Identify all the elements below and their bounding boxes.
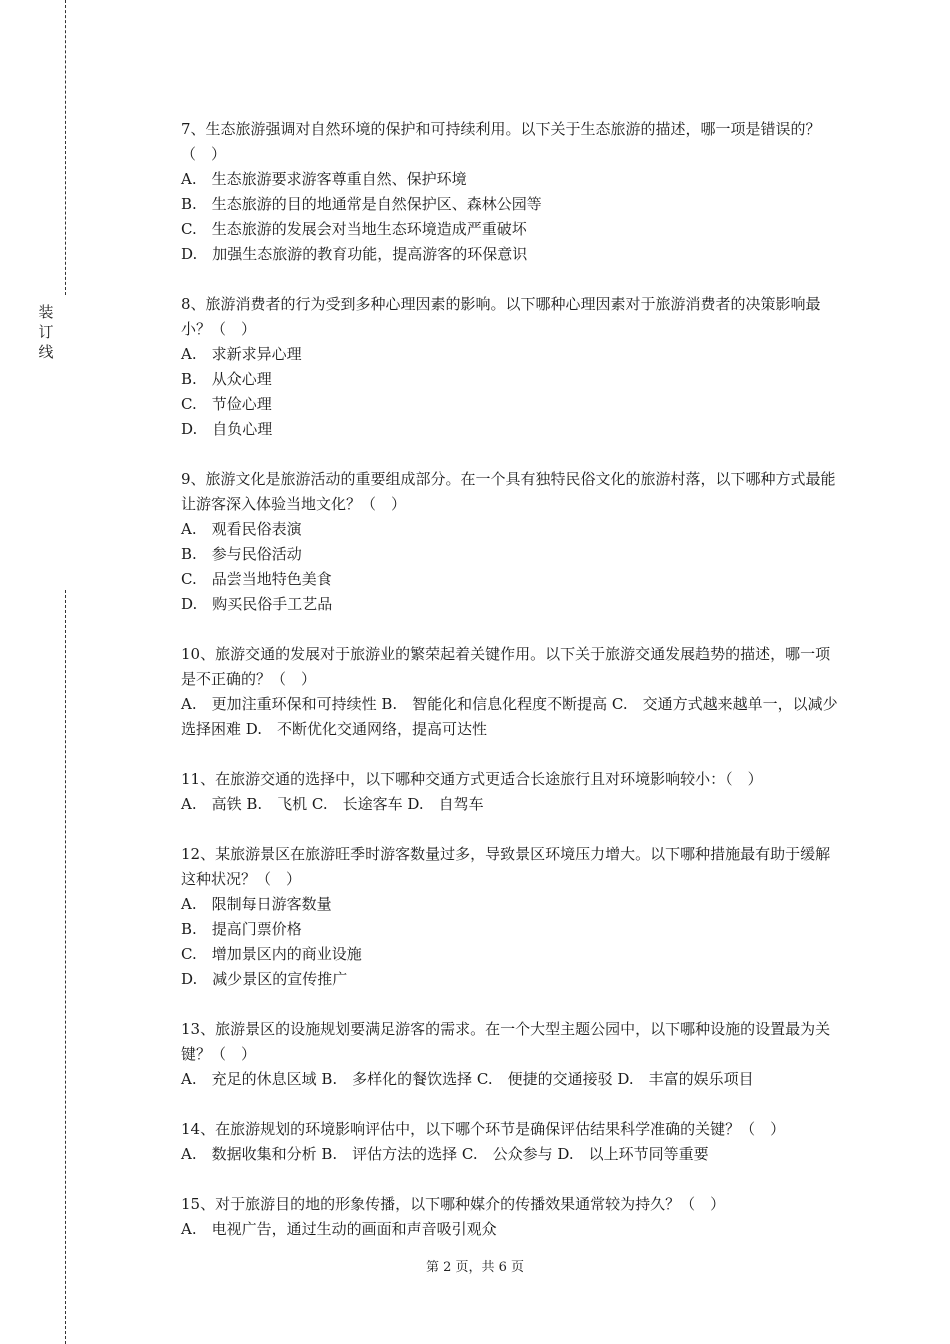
question-gap: [181, 742, 841, 767]
question-gap: [181, 267, 841, 292]
binding-line-top: [65, 0, 66, 295]
question-stem: 12、某旅游景区在旅游旺季时游客数量过多，导致景区环境压力增大。以下哪种措施最有助于缓解这种状况？（ ）: [181, 845, 831, 888]
answer-option: C. 增加景区内的商业设施: [181, 945, 362, 963]
answer-option: A. 求新求异心理: [181, 345, 302, 363]
answer-option: A. 电视广告，通过生动的画面和声音吸引观众: [181, 1220, 497, 1238]
answer-option: A. 高铁 B. 飞机 C. 长途客车 D. 自驾车: [181, 795, 484, 813]
question-stem: 10、旅游交通的发展对于旅游业的繁荣起着关键作用。以下关于旅游交通发展趋势的描述，哪一项是不正确的？（ ）: [181, 645, 831, 688]
question-stem: 13、旅游景区的设施规划要满足游客的需求。在一个大型主题公园中，以下哪种设施的设置最为关键？（ ）: [181, 1020, 831, 1063]
page-footer: 第 2 页，共 6 页: [425, 1260, 525, 1275]
answer-option: A. 更加注重环保和可持续性 B. 智能化和信息化程度不断提高 C. 交通方式越来越单一，以减少选择困难 D. 不断优化交通网络，提高可达性: [181, 695, 838, 738]
question-list: [181, 117, 841, 1242]
answer-option: C. 节俭心理: [181, 395, 272, 413]
answer-option: A. 数据收集和分析 B. 评估方法的选择 C. 公众参与 D. 以上环节同等重要: [181, 1145, 709, 1163]
question-stem: 9、旅游文化是旅游活动的重要组成部分。在一个具有独特民俗文化的旅游村落，以下哪种方式最能让游客深入体验当地文化？（ ）: [181, 470, 836, 513]
answer-option: A. 生态旅游要求游客尊重自然、保护环境: [181, 170, 467, 188]
question-block: [181, 292, 841, 442]
question-block: [181, 467, 841, 617]
binding-label-char: 线: [38, 343, 54, 361]
question-block: [181, 642, 841, 742]
answer-option: B. 参与民俗活动: [181, 545, 302, 563]
answer-option: D. 加强生态旅游的教育功能，提高游客的环保意识: [181, 245, 528, 263]
question-gap: [181, 617, 841, 642]
question-block: [181, 117, 841, 267]
answer-option: D. 自负心理: [181, 420, 273, 438]
question-gap: [181, 817, 841, 842]
question-stem: 7、生态旅游强调对自然环境的保护和可持续利用。以下关于生态旅游的描述，哪一项是错误的？（ ）: [181, 120, 821, 163]
question-stem: 14、在旅游规划的环境影响评估中，以下哪个环节是确保评估结果科学准确的关键？（ ）: [181, 1120, 786, 1138]
question-stem: 15、对于旅游目的地的形象传播，以下哪种媒介的传播效果通常较为持久？（ ）: [181, 1195, 726, 1213]
question-gap: [181, 1092, 841, 1117]
answer-option: D. 购买民俗手工艺品: [181, 595, 333, 613]
question-gap: [181, 442, 841, 467]
binding-label-char: 装: [38, 303, 54, 321]
question-block: [181, 842, 841, 992]
answer-option: C. 生态旅游的发展会对当地生态环境造成严重破坏: [181, 220, 527, 238]
question-block: [181, 767, 841, 817]
binding-label: [36, 302, 56, 362]
answer-option: D. 减少景区的宣传推广: [181, 970, 348, 988]
answer-option: B. 提高门票价格: [181, 920, 302, 938]
question-gap: [181, 1167, 841, 1192]
answer-option: A. 充足的休息区域 B. 多样化的餐饮选择 C. 便捷的交通接驳 D. 丰富的娱乐项目: [181, 1070, 754, 1088]
binding-line-bottom: [65, 590, 66, 1344]
question-gap: [181, 992, 841, 1017]
answer-option: C. 品尝当地特色美食: [181, 570, 332, 588]
question-block: [181, 1117, 841, 1167]
question-block: [181, 1017, 841, 1092]
answer-option: A. 观看民俗表演: [181, 520, 302, 538]
answer-option: A. 限制每日游客数量: [181, 895, 332, 913]
question-block: [181, 1192, 841, 1242]
question-stem: 8、旅游消费者的行为受到多种心理因素的影响。以下哪种心理因素对于旅游消费者的决策影响最小？（ ）: [181, 295, 821, 338]
binding-label-char: 订: [38, 323, 54, 341]
answer-option: B. 从众心理: [181, 370, 272, 388]
question-stem: 11、在旅游交通的选择中，以下哪种交通方式更适合长途旅行且对环境影响较小：（ ）: [181, 770, 763, 788]
answer-option: B. 生态旅游的目的地通常是自然保护区、森林公园等: [181, 195, 542, 213]
